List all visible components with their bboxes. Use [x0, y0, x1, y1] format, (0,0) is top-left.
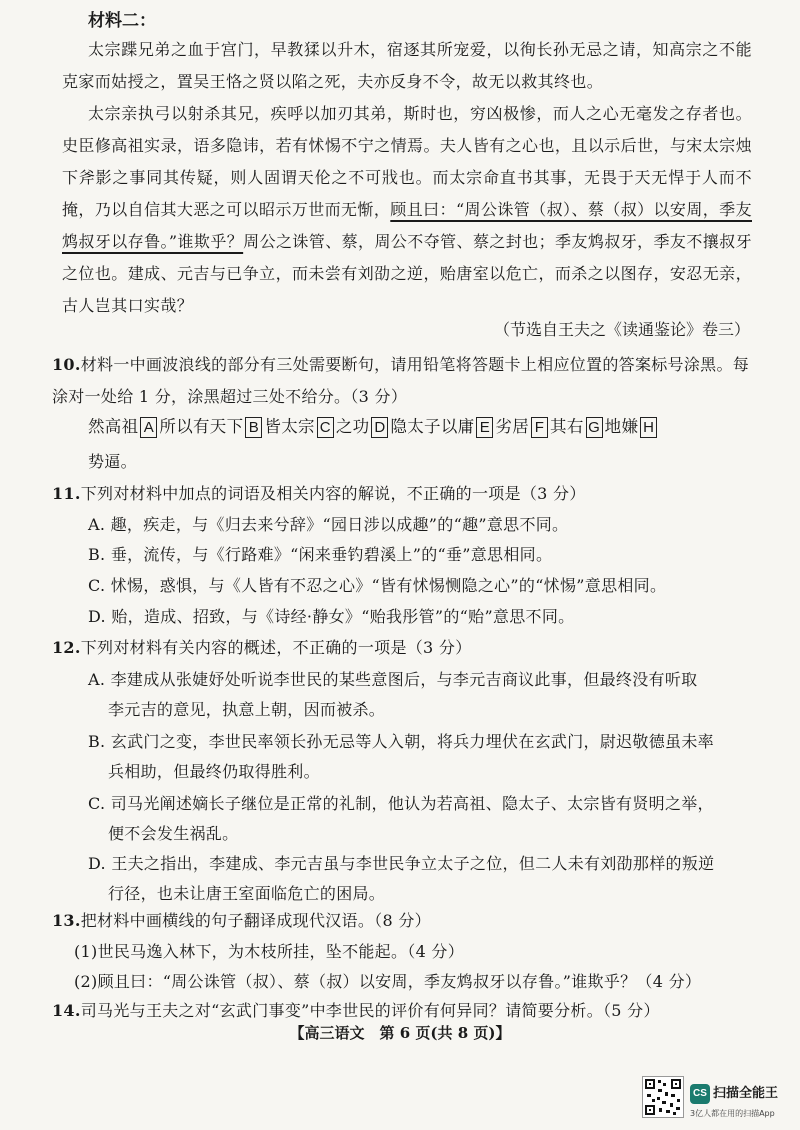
scanner-app-name: 扫描全能王 [713, 1086, 779, 1101]
q10-segment: 隐太子以庸 [390, 417, 475, 436]
question-text: 下列对材料中加点的词语及相关内容的解说，不正确的一项是（3 分） [80, 484, 586, 503]
q10-sentence [88, 411, 768, 443]
q10-tail: 势逼。 [88, 452, 137, 471]
page-footer: 【高三语文 第 6 页(共 8 页)】 [289, 1024, 511, 1042]
q12-option-a[interactable] [88, 665, 697, 725]
q11-option-a[interactable]: A. 趣，疾走，与《归去来兮辞》“园日涉以成趣”的“趣”意思不同。 [88, 515, 569, 534]
question-number: 14. [52, 1001, 81, 1020]
q10-segment: 皆太宗 [264, 417, 315, 436]
question-13 [52, 905, 752, 937]
question-text: 材料一中画波浪线的部分有三处需要断句，请用铅笔将答题卡上相应位置的答案标号涂黑。每涂对一处给 1 分，涂黑超过三处不给分。（3 分） [52, 355, 750, 406]
break-box-g[interactable]: G [586, 417, 603, 438]
q11-option-d[interactable]: D. 贻，造成、招致，与《诗经·静女》“贻我彤管”的“贻”意思不同。 [88, 607, 575, 626]
question-text: 把材料中画横线的句子翻译成现代汉语。（8 分） [80, 911, 431, 930]
q10-segment: 劣居 [495, 417, 530, 436]
passage-text: 周公之诛管、蔡，周公不夺管、蔡之封也；季友鸩叔牙，季友不攘叔牙之位也。建成、元吉与已争立，而未尝有刘劭之逆，贻唐室以危亡，而杀之以图存，安忍无亲，古人岂其口实哉？ [62, 232, 752, 315]
break-box-h[interactable]: H [640, 417, 657, 438]
option-line: D. 王夫之指出，李建成、李元吉虽与李世民争立太子之位，但二人未有刘劭那样的叛逆 [88, 854, 715, 873]
q12-option-c[interactable] [88, 789, 714, 849]
option-line: 行径，也未让唐王室面临危亡的困局。 [108, 884, 386, 903]
passage-paragraph-2 [62, 98, 752, 322]
q10-segment: 之功 [335, 417, 370, 436]
section-title: 材料二： [88, 11, 156, 31]
passage-text: 太宗亲执弓以射杀其兄，疾呼以加刃其弟，斯时也，穷凶极惨，而人之心无毫发之存者也。史臣修高祖实录，语多隐讳，若有怵惕不宁之情焉。夫人皆有之心也，且以示后世，与宋太宗烛下斧影之事同其传疑，则人固谓天伦之不可戕也。而太宗命直书其事，无畏于天无悍于人而不掩，乃以自信其大恶之可以昭示万世而无惭， [62, 104, 752, 219]
q12-option-b[interactable] [88, 727, 714, 787]
question-11 [52, 478, 752, 510]
question-number: 10. [52, 355, 81, 374]
question-text: 司马光与王夫之对“玄武门事变”中李世民的评价有何异同？请简要分析。（5 分） [80, 1001, 660, 1020]
question-10 [52, 349, 752, 413]
question-number: 11. [52, 484, 81, 503]
q10-segment: 其右 [550, 417, 584, 436]
break-box-b[interactable]: B [245, 417, 262, 438]
qr-code-icon [642, 1076, 684, 1118]
question-12 [52, 632, 752, 664]
break-box-a[interactable]: A [140, 417, 157, 438]
option-line: 兵相助，但最终仍取得胜利。 [108, 762, 320, 781]
q12-option-d[interactable] [88, 849, 714, 909]
scanner-tagline: 3亿人都在用的扫描App [690, 1109, 775, 1118]
question-number: 12. [52, 638, 81, 657]
break-box-c[interactable]: C [317, 417, 334, 438]
passage-paragraph-1: 太宗蹀兄弟之血于宫门，早教猱以升木，宿逐其所宠爱，以徇长孙无忌之请，知高宗之不能克家而姑授之，置吴王恪之贤以陷之死，夫亦反身不令，故无以救其终也。 [62, 40, 752, 91]
break-box-d[interactable]: D [371, 417, 388, 438]
break-box-f[interactable]: F [531, 417, 548, 438]
question-text: 下列对材料有关内容的概述，不正确的一项是（3 分） [80, 638, 472, 657]
question-number: 13. [52, 911, 81, 930]
q10-segment: 地嫌 [604, 417, 639, 436]
option-line: 便不会发生祸乱。 [108, 824, 239, 843]
q11-option-c[interactable]: C. 怵惕，惑惧，与《人皆有不忍之心》“皆有怵惕恻隐之心”的“怵惕”意思相同。 [88, 576, 667, 595]
option-line: A. 李建成从张婕妤处听说李世民的某些意图后，与李元吉商议此事，但最终没有听取 [88, 670, 698, 689]
option-line: B. 玄武门之变，李世民率领长孙无忌等人入朝，将兵力埋伏在玄武门，尉迟敬德虽未率 [88, 732, 714, 751]
q11-option-b[interactable]: B. 垂，流传，与《行路难》“闲来垂钓碧溪上”的“垂”意思相同。 [88, 545, 553, 564]
q13-item-2: (2)顾且曰：“周公诛管（叔）、蔡（叔）以安周，季友鸩叔牙以存鲁。”谁欺乎？（4 分） [74, 972, 702, 991]
underlined-sentence: 顾且曰：“周公诛管（叔）、蔡（叔）以安周，季友鸩叔牙以存鲁。”谁欺乎？ [62, 200, 752, 251]
q10-segment: 然高祖 [88, 417, 139, 436]
scanner-logo-icon: CS [690, 1084, 710, 1104]
q10-segment: 所以有天下 [159, 417, 244, 436]
option-line: C. 司马光阐述嫡长子继位是正常的礼制，他认为若高祖、隐太子、太宗皆有贤明之举， [88, 794, 714, 813]
passage-source: （节选自王夫之《读通鉴论》卷三） [493, 320, 750, 339]
q13-item-1: (1)世民马逸入林下，为木枝所挂，坠不能起。（4 分） [74, 942, 465, 961]
option-line: 李元吉的意见，执意上朝，因而被杀。 [108, 700, 386, 719]
break-box-e[interactable]: E [476, 417, 493, 438]
